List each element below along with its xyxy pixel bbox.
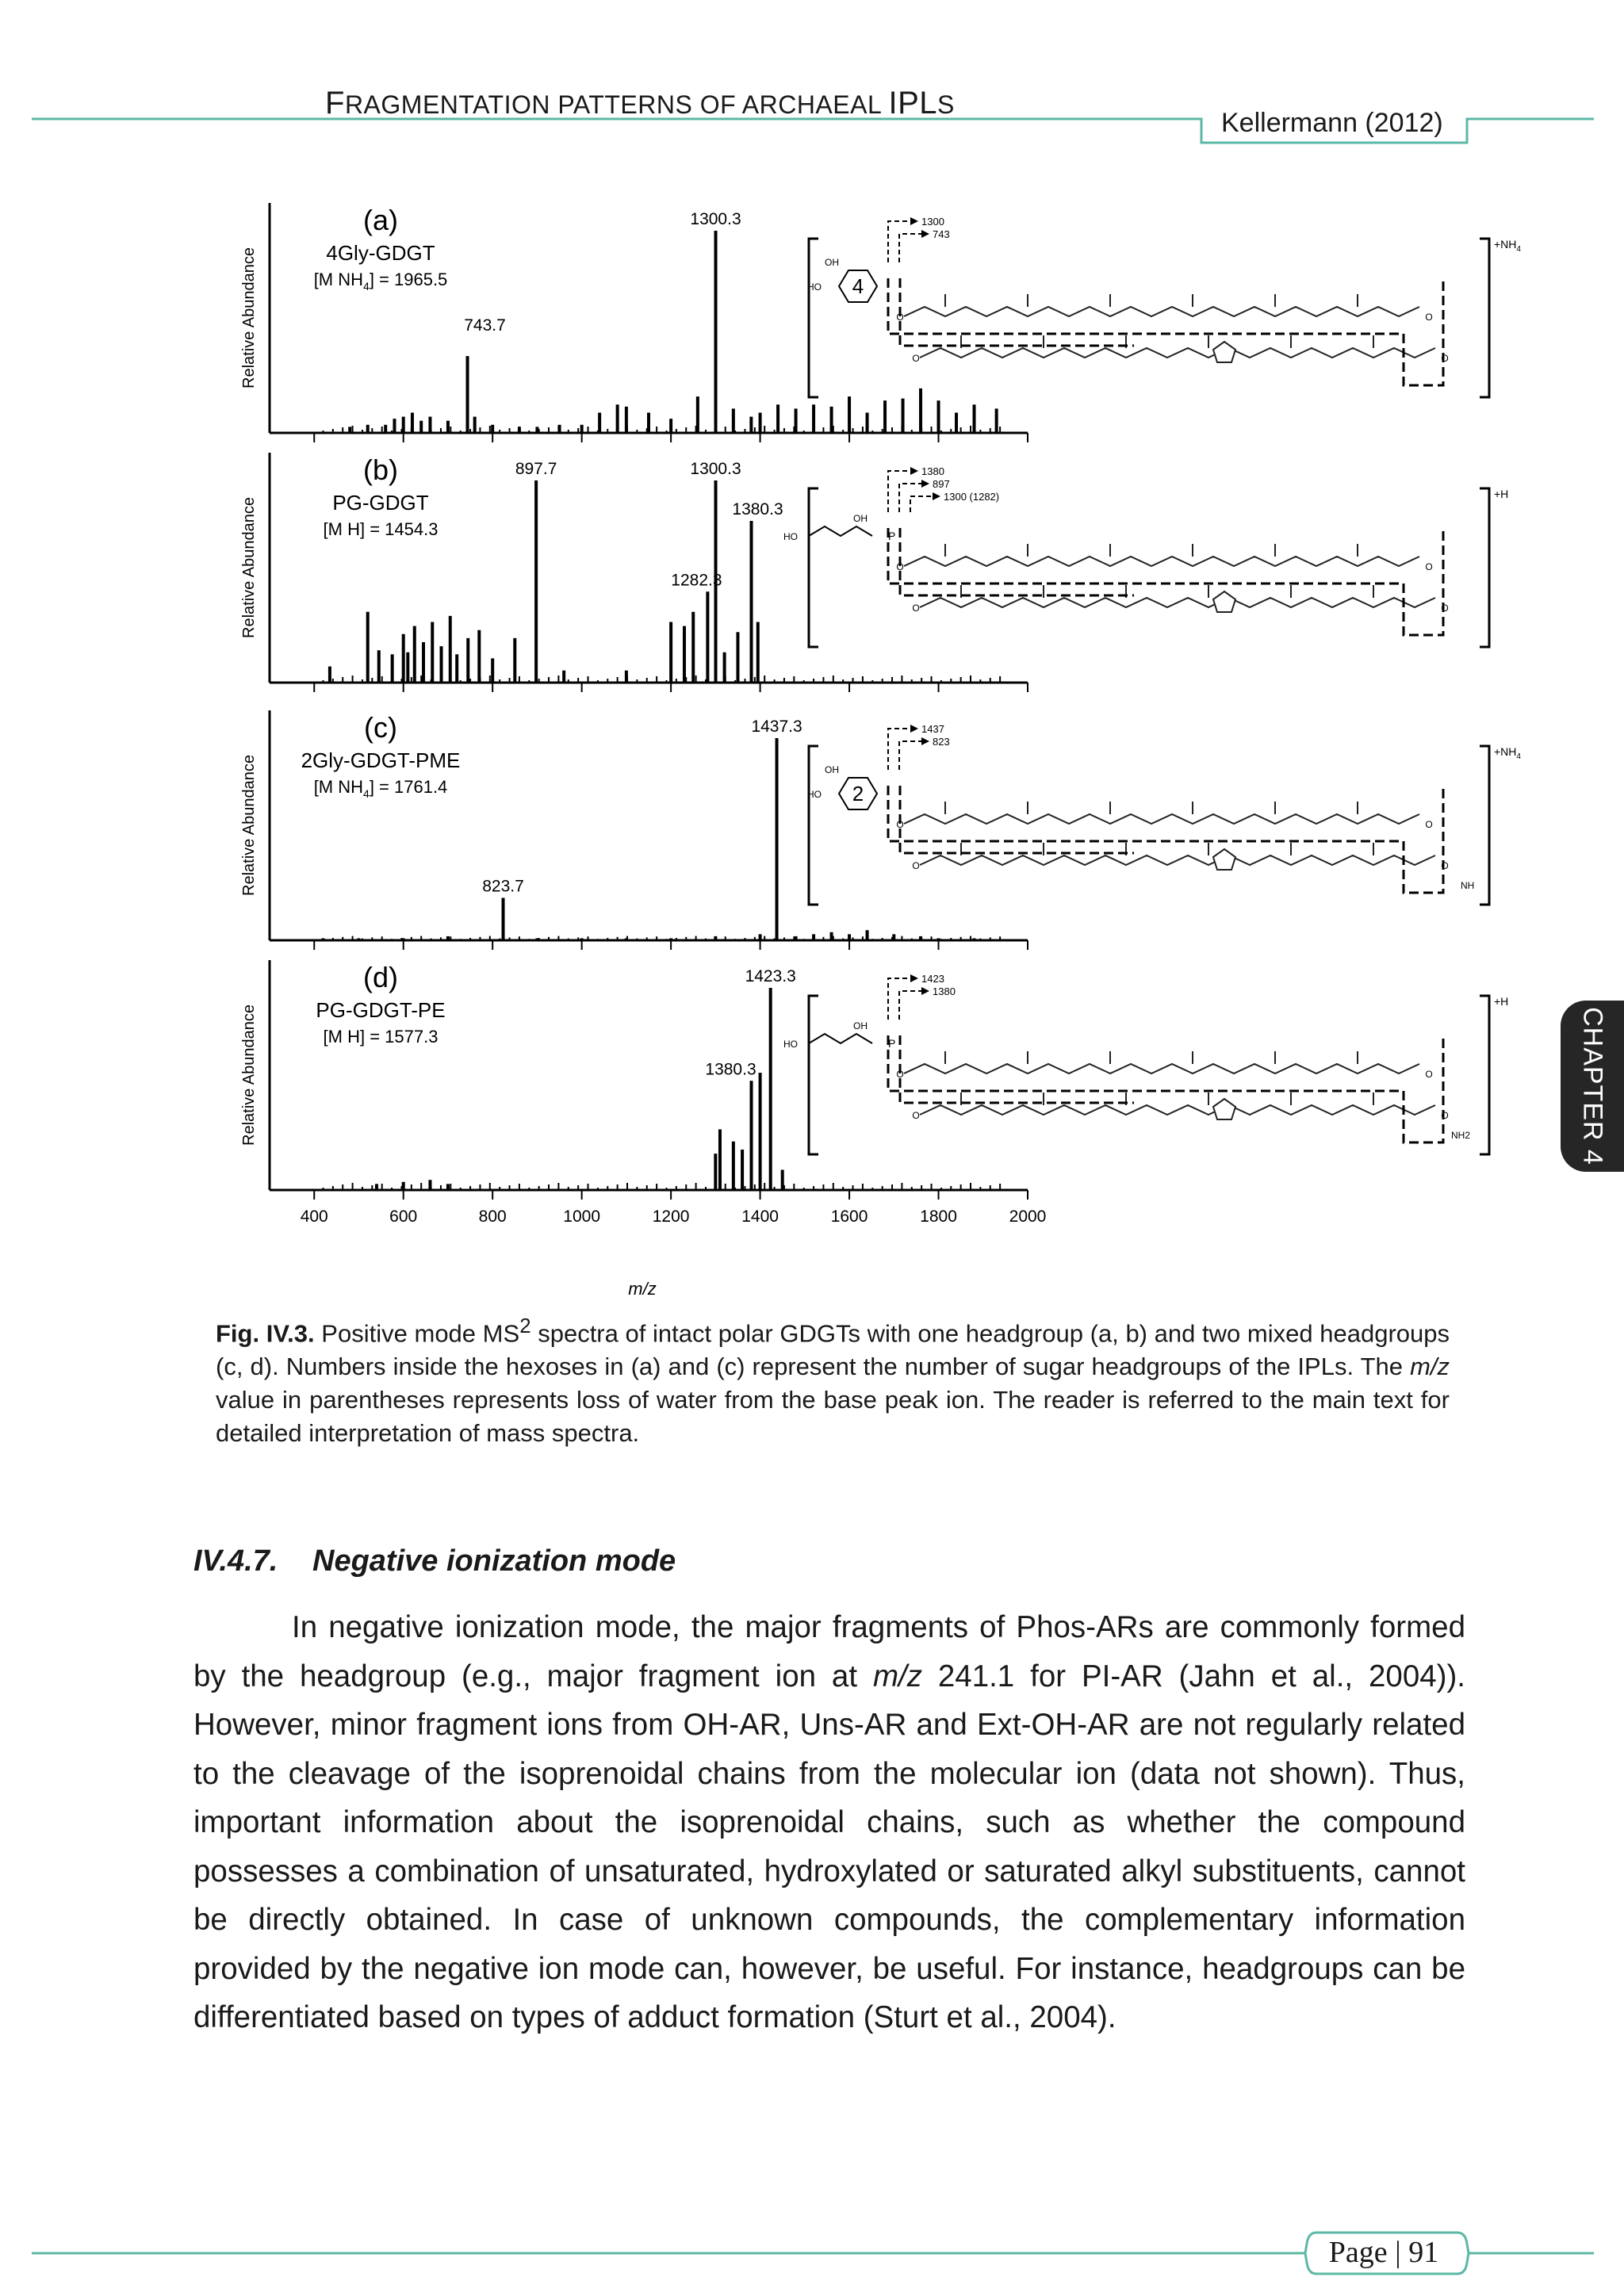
isoprenoid-chain — [920, 1105, 1435, 1115]
fragmentation-path — [888, 278, 1443, 385]
bracket-left — [809, 239, 818, 397]
ether-oxygen: O — [1425, 561, 1433, 572]
section-heading — [193, 1544, 676, 1578]
compound-name: PG-GDGT-PE — [316, 998, 446, 1022]
adduct-label: $+NH_4$ — [1494, 745, 1521, 761]
y-axis-label: Relative Abundance — [240, 755, 258, 896]
structure-b — [783, 465, 1508, 647]
ether-oxygen: O — [1441, 603, 1449, 614]
peak-label: 1437.3 — [751, 718, 802, 736]
x-tick-label: 2000 — [1009, 1207, 1047, 1226]
running-title: FRAGMENTATION PATTERNS OF ARCHAEAL IPLS — [325, 86, 955, 121]
arrow-head — [921, 230, 929, 238]
ether-oxygen: O — [1425, 819, 1433, 830]
ether-oxygen: O — [1441, 860, 1449, 871]
ether-oxygen: O — [1425, 1069, 1433, 1080]
fragment-label: 1300 — [921, 216, 944, 228]
bracket-left — [809, 996, 818, 1154]
adduct-label: +H — [1494, 995, 1509, 1008]
fragment-label: 1437 — [921, 723, 944, 735]
fragment-arrow — [899, 991, 921, 1020]
panel-letter: (d) — [363, 961, 398, 993]
arrow-head — [921, 737, 929, 745]
fragment-label: 897 — [933, 478, 950, 490]
fragment-label: 1380 — [933, 985, 956, 997]
structure-c — [807, 723, 1521, 905]
structure-a — [807, 216, 1521, 397]
cyclopentane-ring — [1213, 342, 1235, 362]
ether-oxygen: O — [912, 353, 920, 364]
adduct-label: $+NH_4$ — [1494, 238, 1521, 254]
x-tick-label: 1800 — [920, 1207, 957, 1226]
x-tick-label: 1200 — [652, 1207, 690, 1226]
compound-name: 2Gly-GDGT-PME — [301, 748, 461, 772]
x-tick-label: 1600 — [830, 1207, 868, 1226]
fragment-arrow — [899, 234, 921, 262]
author-year: Kellermann (2012) — [1221, 108, 1443, 138]
peak-label: 1300.3 — [690, 460, 741, 478]
spectrum-panel-a — [240, 203, 1521, 442]
panel-letter: (a) — [363, 204, 398, 236]
fragment-label: 823 — [933, 736, 950, 748]
arrow-head — [933, 492, 940, 500]
bracket-right — [1480, 488, 1489, 647]
ether-oxygen: O — [896, 819, 904, 830]
fragmentation-path — [888, 1035, 1443, 1142]
x-tick-label: 600 — [389, 1207, 418, 1226]
figure-caption: Fig. IV.3. Positive mode $MS^2$ spectra of intact polar GDGTs with one headgroup (a, b) and two mixed headgroups (c, d). Numbers inside the hexoses in (a) and (c) represent the number of sugar headgroups of the IPLs. The m/z value in parentheses represents loss of water from the base peak ion. The reader is referred to the main text for detailed interpretation of mass spectra. — [216, 1315, 1450, 1448]
isoprenoid-chain — [904, 814, 1419, 824]
hydroxyl-label: OH — [825, 257, 839, 268]
y-axis-label: Relative Abundance — [240, 247, 258, 388]
fragmentation-path — [888, 528, 1443, 635]
phosphate-label: P — [888, 530, 896, 542]
molecular-ion: [M $NH_4] = 1761.4$ — [313, 777, 448, 800]
isoprenoid-chain — [904, 557, 1419, 566]
hydroxyl-label: HO — [783, 1039, 798, 1050]
molecular-ion: [M H] = 1577.3 — [323, 1027, 439, 1047]
arrow-head — [910, 974, 918, 982]
hexose-number: 2 — [852, 782, 864, 806]
amine-label: NH — [1461, 880, 1475, 891]
ether-oxygen: O — [1441, 353, 1449, 364]
peak-label: 897.7 — [515, 460, 557, 478]
isoprenoid-chain — [920, 348, 1435, 358]
ether-oxygen: O — [896, 561, 904, 572]
peak-label: 743.7 — [464, 316, 506, 335]
y-axis-label: Relative Abundance — [240, 1004, 258, 1146]
hexose-number: 4 — [852, 274, 864, 298]
cyclopentane-ring — [1213, 1099, 1235, 1119]
adduct-label: +H — [1494, 488, 1509, 500]
fragment-arrow — [899, 741, 921, 770]
fragment-label: 1380 — [921, 465, 944, 477]
glycerol-headgroup — [809, 526, 872, 536]
hydroxyl-label: HO — [807, 789, 822, 800]
compound-name: PG-GDGT — [332, 491, 429, 515]
peak-label: 1380.3 — [705, 1060, 756, 1079]
bracket-right — [1480, 746, 1489, 905]
fragment-arrow — [910, 496, 933, 512]
bracket-left — [809, 746, 818, 905]
cyclopentane-ring — [1213, 591, 1235, 612]
glycerol-headgroup — [809, 1034, 872, 1043]
panel-letter: (b) — [363, 453, 398, 486]
arrow-head — [921, 987, 929, 995]
ether-oxygen: O — [912, 860, 920, 871]
ether-oxygen: O — [912, 603, 920, 614]
fragment-label: 1423 — [921, 973, 944, 985]
chapter-tab-label: CHAPTER 4 — [1577, 1007, 1608, 1165]
ether-oxygen: O — [1441, 1110, 1449, 1121]
hydroxyl-label: OH — [853, 513, 868, 524]
hydroxyl-label: OH — [825, 764, 839, 775]
fragmentation-path — [888, 786, 1443, 893]
ether-oxygen: O — [896, 1069, 904, 1080]
bracket-left — [809, 488, 818, 647]
caption-label: Fig. IV.3. — [216, 1319, 315, 1348]
hydroxyl-label: HO — [807, 281, 822, 293]
compound-name: 4Gly-GDGT — [326, 241, 435, 265]
hydroxyl-label: OH — [853, 1020, 868, 1031]
peak-label: 1423.3 — [745, 967, 796, 985]
body-paragraph: In negative ionization mode, the major fragments of Phos-ARs are commonly formed by the headgroup (e.g., major fragment ion at m/z 241.1 for PI-AR (Jahn et al., 2004)). However, minor fragment ions from OH-AR, Uns-AR and Ext-OH-AR are not regularly related to the cleavage of the isoprenoidal chains from the molecular ion (data not shown). Thus, important information about the isoprenoidal chains, such as whether the compound possesses a combination of unsaturated, hydroxylated or saturated alkyl substituents, cannot be directly obtained. In case of unknown compounds, the complementary information provided by the negative ion mode can, however, be useful. For instance, headgroups can be differentiated based on types of adduct formation (Sturt et al., 2004). — [193, 1610, 1465, 2034]
cyclopentane-ring — [1213, 849, 1235, 870]
arrow-head — [910, 725, 918, 733]
molecular-ion: [M $NH_4] = 1965.5$ — [313, 270, 448, 293]
x-tick-label: 800 — [478, 1207, 507, 1226]
isoprenoid-chain — [920, 855, 1435, 865]
page-number: Page | 91 — [1328, 2236, 1439, 2269]
fragment-label: 1300 (1282) — [944, 491, 1000, 503]
y-axis-label: Relative Abundance — [240, 497, 258, 638]
ms-spectra-figure — [230, 187, 1521, 1299]
x-tick-label: 1000 — [563, 1207, 601, 1226]
peak-label: 1300.3 — [690, 210, 741, 228]
peak-label: 1380.3 — [732, 500, 783, 519]
peak-label: 1282.3 — [671, 571, 722, 590]
section-title: Negative ionization mode — [312, 1544, 676, 1578]
x-tick-label: 400 — [300, 1207, 328, 1226]
ether-oxygen: O — [896, 312, 904, 323]
phosphate-label: P — [888, 1037, 896, 1050]
panel-letter: (c) — [364, 711, 397, 744]
spectrum-panel-b — [240, 453, 1508, 692]
x-axis-label: m/z — [628, 1279, 657, 1299]
molecular-ion: [M H] = 1454.3 — [323, 519, 439, 539]
bracket-right — [1480, 239, 1489, 397]
structure-d — [783, 973, 1508, 1154]
bracket-right — [1480, 996, 1489, 1154]
fragment-label: 743 — [933, 228, 950, 240]
arrow-head — [910, 217, 918, 225]
peak-label: 823.7 — [482, 877, 524, 896]
x-tick-label: 1400 — [741, 1207, 779, 1226]
hydroxyl-label: HO — [783, 531, 798, 542]
arrow-head — [910, 467, 918, 475]
amine-label: NH2 — [1451, 1130, 1471, 1141]
isoprenoid-chain — [904, 1064, 1419, 1073]
ether-oxygen: O — [912, 1110, 920, 1121]
spectrum-panel-c — [240, 710, 1521, 950]
chapter-tab — [1561, 1001, 1624, 1172]
section-number: IV.4.7. — [193, 1544, 278, 1578]
isoprenoid-chain — [904, 307, 1419, 316]
isoprenoid-chain — [920, 598, 1435, 607]
arrow-head — [921, 480, 929, 488]
ether-oxygen: O — [1425, 312, 1433, 323]
spectrum-panel-d — [240, 960, 1508, 1200]
